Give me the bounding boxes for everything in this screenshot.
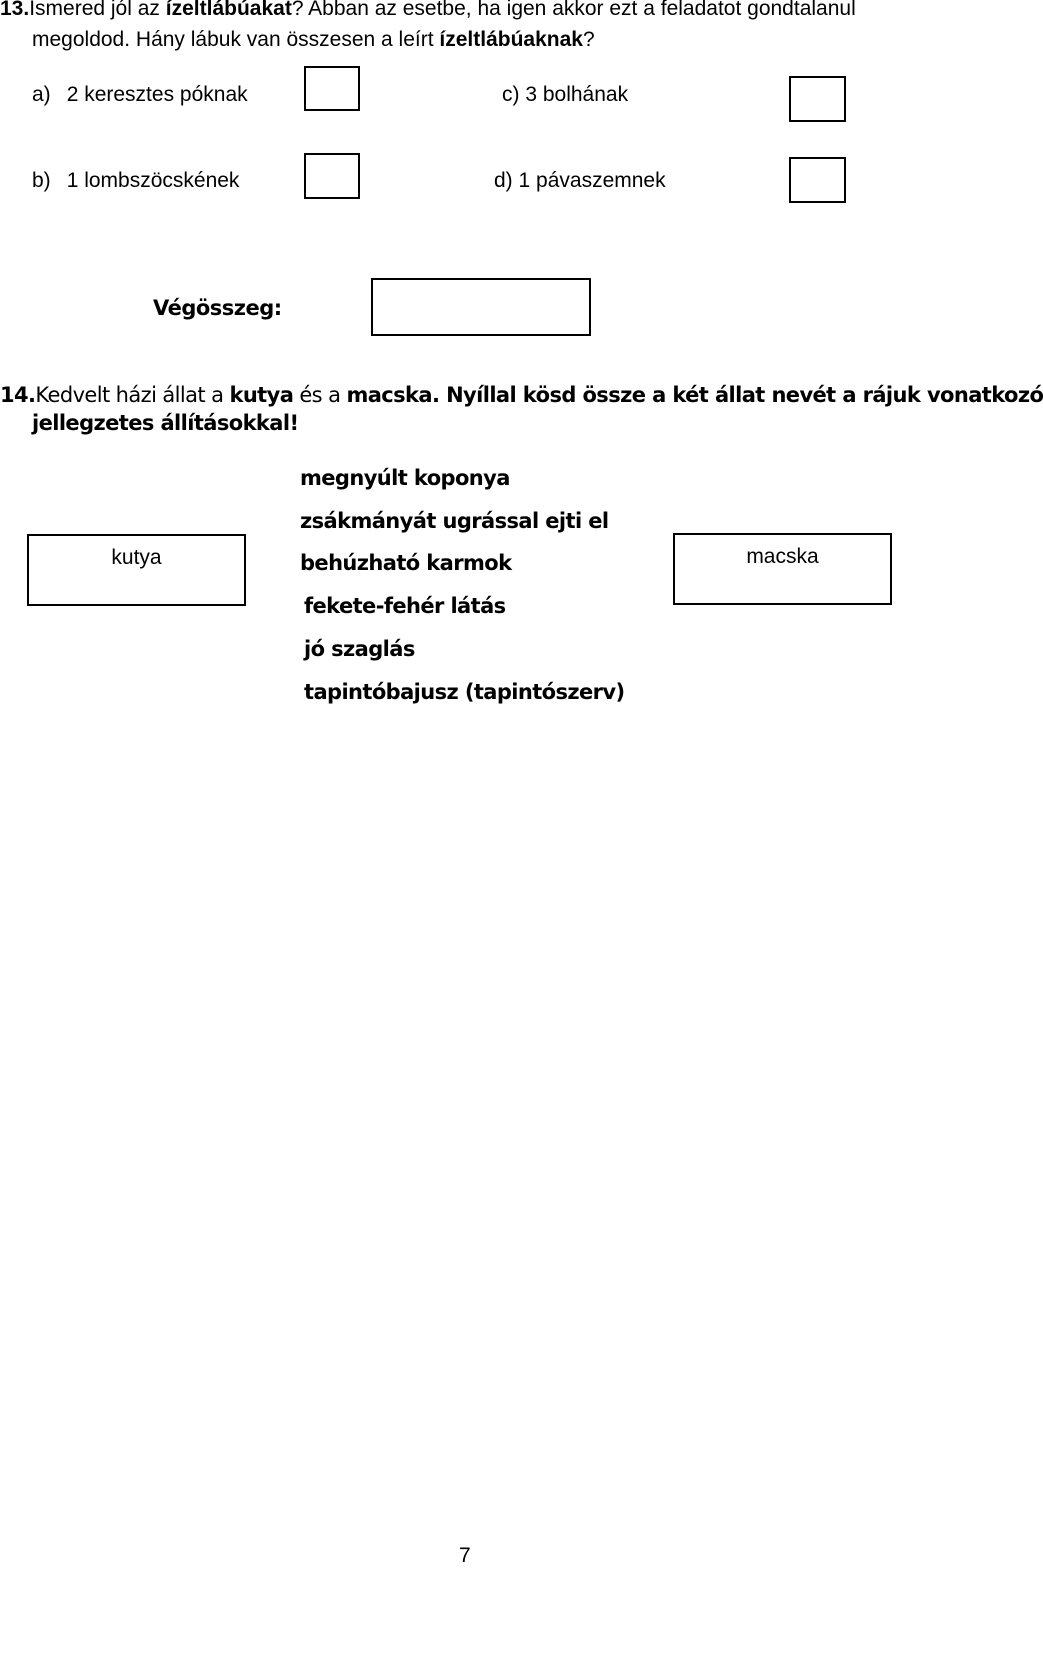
- total-label: Végösszeg:: [153, 296, 282, 320]
- trait-item: megnyúlt koponya: [300, 466, 510, 490]
- animal-name-cat: macska: [746, 545, 819, 568]
- question-13-number: 13.: [0, 0, 30, 20]
- item-d: d) 1 pávaszemnek: [494, 169, 666, 192]
- answer-box-d[interactable]: [789, 157, 846, 203]
- trait-item: jó szaglás: [304, 637, 415, 661]
- item-b: b) 1 lombszöcskének: [32, 169, 240, 192]
- question-14-line-2: jellegzetes állításokkal!: [32, 411, 299, 435]
- question-13-line-1: 13.Ismered jól az ízeltlábúakat? Abban az esetbe, ha igen akkor ezt a feladatot gondtalanul: [0, 0, 856, 22]
- trait-item: behúzható karmok: [300, 551, 512, 575]
- question-13-line-2: megoldod. Hány lábuk van összesen a leírt ízeltlábúaknak?: [32, 28, 595, 51]
- question-14-line-1: 14.Kedvelt házi állat a kutya és a macska. Nyíllal kösd össze a két állat nevét a rájuk vonatkozó: [0, 383, 1043, 407]
- trait-item: fekete-fehér látás: [304, 594, 506, 618]
- question-14-number: 14.: [0, 383, 36, 407]
- total-answer-box[interactable]: [371, 278, 591, 336]
- trait-item: tapintóbajusz (tapintószerv): [304, 680, 625, 704]
- page-number: 7: [459, 1544, 471, 1567]
- answer-box-c[interactable]: [789, 76, 846, 122]
- animal-box-dog[interactable]: [27, 534, 246, 606]
- trait-item: zsákmányát ugrással ejti el: [300, 509, 609, 533]
- animal-box-cat[interactable]: [673, 533, 892, 605]
- item-c: c) 3 bolhának: [502, 83, 629, 106]
- answer-box-b[interactable]: [304, 153, 360, 199]
- animal-name-dog: kutya: [111, 546, 162, 569]
- item-a: a) 2 keresztes póknak: [32, 83, 248, 106]
- answer-box-a[interactable]: [304, 66, 360, 111]
